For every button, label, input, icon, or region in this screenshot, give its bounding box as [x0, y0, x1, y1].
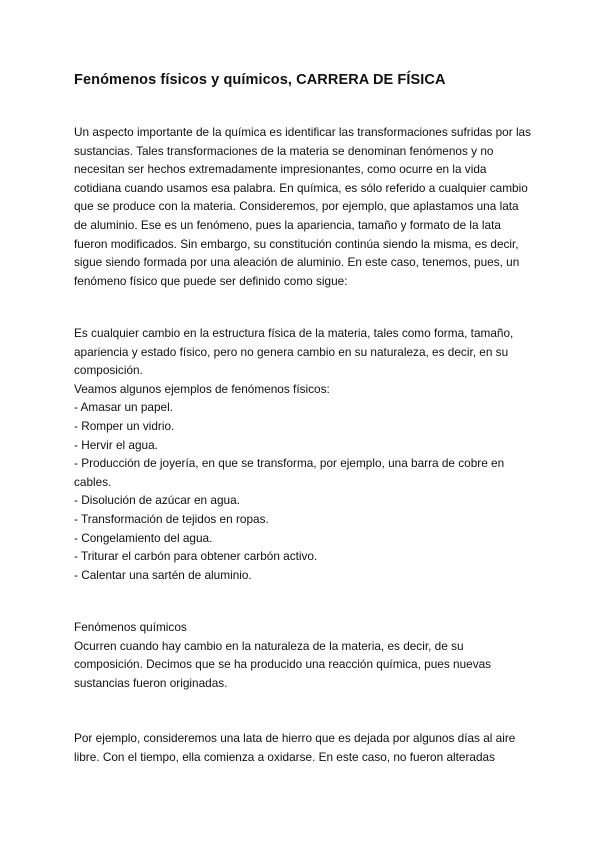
physical-section [74, 324, 534, 584]
list-item: - Producción de joyería, en que se transforma, por ejemplo, una barra de cobre en cables. [74, 456, 505, 489]
list-item: - Calentar una sartén de aluminio. [74, 567, 252, 582]
list-item: - Amasar un papel. [74, 400, 174, 415]
examples-heading: Veamos algunos ejemplos de fenómenos físicos: [74, 381, 330, 396]
list-item: - Triturar el carbón para obtener carbón activo. [74, 549, 318, 564]
chemical-heading: Fenómenos químicos [74, 620, 187, 634]
list-item: - Congelamiento del agua. [74, 530, 213, 545]
document-title: Fenómenos físicos y químicos, CARRERA DE FÍSICA [74, 72, 446, 88]
list-item: - Romper un vidrio. [74, 418, 175, 433]
list-item: - Hervir el agua. [74, 437, 158, 452]
list-item: - Disolución de azúcar en agua. [74, 493, 240, 508]
physical-examples-list [74, 398, 534, 584]
list-item: - Transformación de tejidos en ropas. [74, 511, 269, 526]
intro-paragraph: Un aspecto importante de la química es identificar las transformaciones sufridas por las sustancias. Tales transformaciones de la materia se denominan fenómenos y no necesitan ser hechos extremadamente impresionantes, como ocurre en la vida cotidiana cuando usamos esa palabra. En química, es sólo referido a cualquier cambio que se produce con la materia. Consideremos, por ejemplo, que aplastamos una lata de aluminio. Ese es un fenómeno, pues la apariencia, tamaño y formato de la lata fueron modificados. Sin embargo, su constitución continúa siendo la misma, es decir, sigue siendo formada por una aleación de aluminio. En este caso, tenemos, pues, un fenómeno físico que puede ser definido como sigue: [74, 125, 532, 288]
example-paragraph: Por ejemplo, consideremos una lata de hierro que es dejada por algunos días al aire libre. Con el tiempo, ella comienza a oxidarse. En este caso, no fueron alteradas [74, 731, 516, 764]
chemical-section [74, 618, 534, 692]
physical-definition: Es cualquier cambio en la estructura física de la materia, tales como forma, tamaño, apariencia y estado físico, pero no genera cambio en su naturaleza, es decir, en su composición. [74, 326, 514, 378]
chemical-definition: Ocurren cuando hay cambio en la naturaleza de la materia, es decir, de su composición. Decimos que se ha producido una reacción química, pues nuevas sustancias fueron originadas. [74, 638, 492, 690]
